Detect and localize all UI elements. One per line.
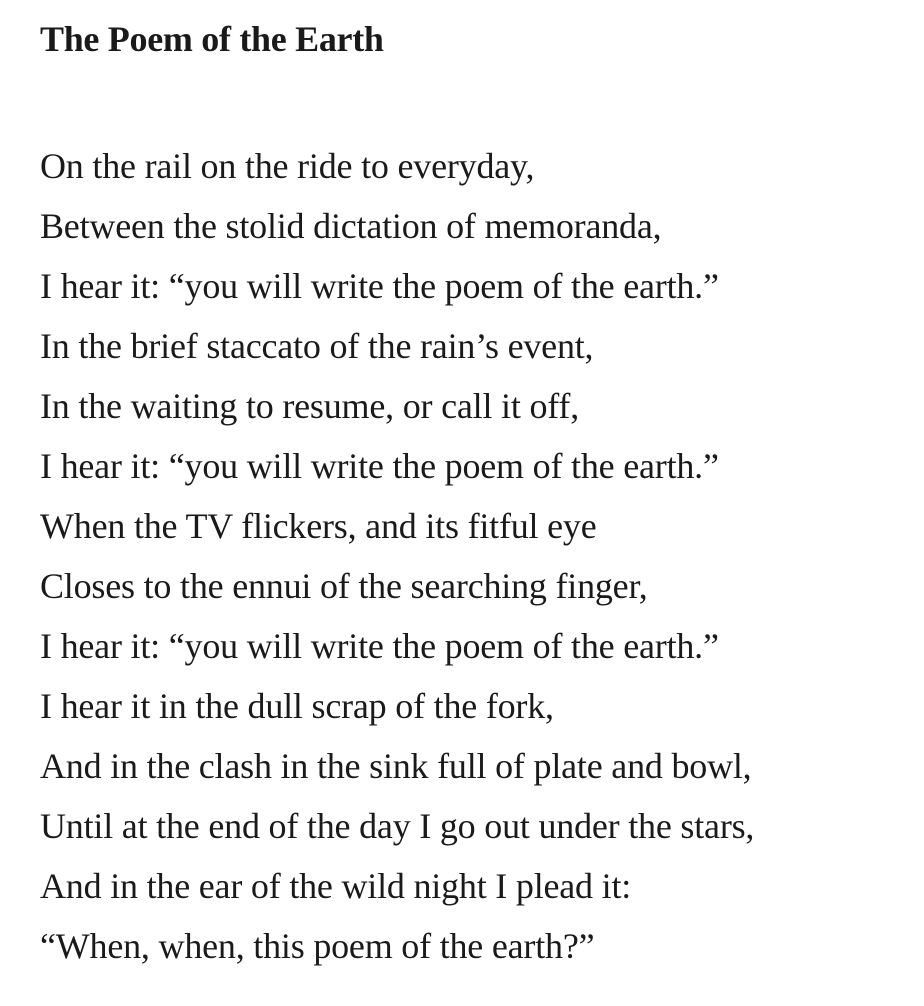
poem-line: On the rail on the ride to everyday, [40, 146, 535, 186]
poem-line: I hear it: “you will write the poem of the earth.” [40, 446, 719, 486]
poem-line: Closes to the ennui of the searching finger, [40, 566, 648, 606]
poem-line: And in the ear of the wild night I plead it: [40, 866, 632, 906]
poem-line: In the brief staccato of the rain’s event, [40, 326, 594, 366]
poem-line: I hear it in the dull scrap of the fork, [40, 686, 554, 726]
poem-page [40, 14, 904, 976]
poem-line: “When, when, this poem of the earth?” [40, 926, 595, 966]
poem-line: Between the stolid dictation of memoranda, [40, 206, 662, 246]
poem-line: I hear it: “you will write the poem of the earth.” [40, 266, 719, 306]
poem-line: Until at the end of the day I go out under the stars, [40, 806, 755, 846]
poem-line: When the TV flickers, and its fitful eye [40, 506, 597, 546]
poem-title: The Poem of the Earth [40, 19, 384, 59]
poem-line: I hear it: “you will write the poem of the earth.” [40, 626, 719, 666]
poem-line: In the waiting to resume, or call it off, [40, 386, 579, 426]
poem-body [40, 136, 904, 976]
poem-line: And in the clash in the sink full of plate and bowl, [40, 746, 752, 786]
